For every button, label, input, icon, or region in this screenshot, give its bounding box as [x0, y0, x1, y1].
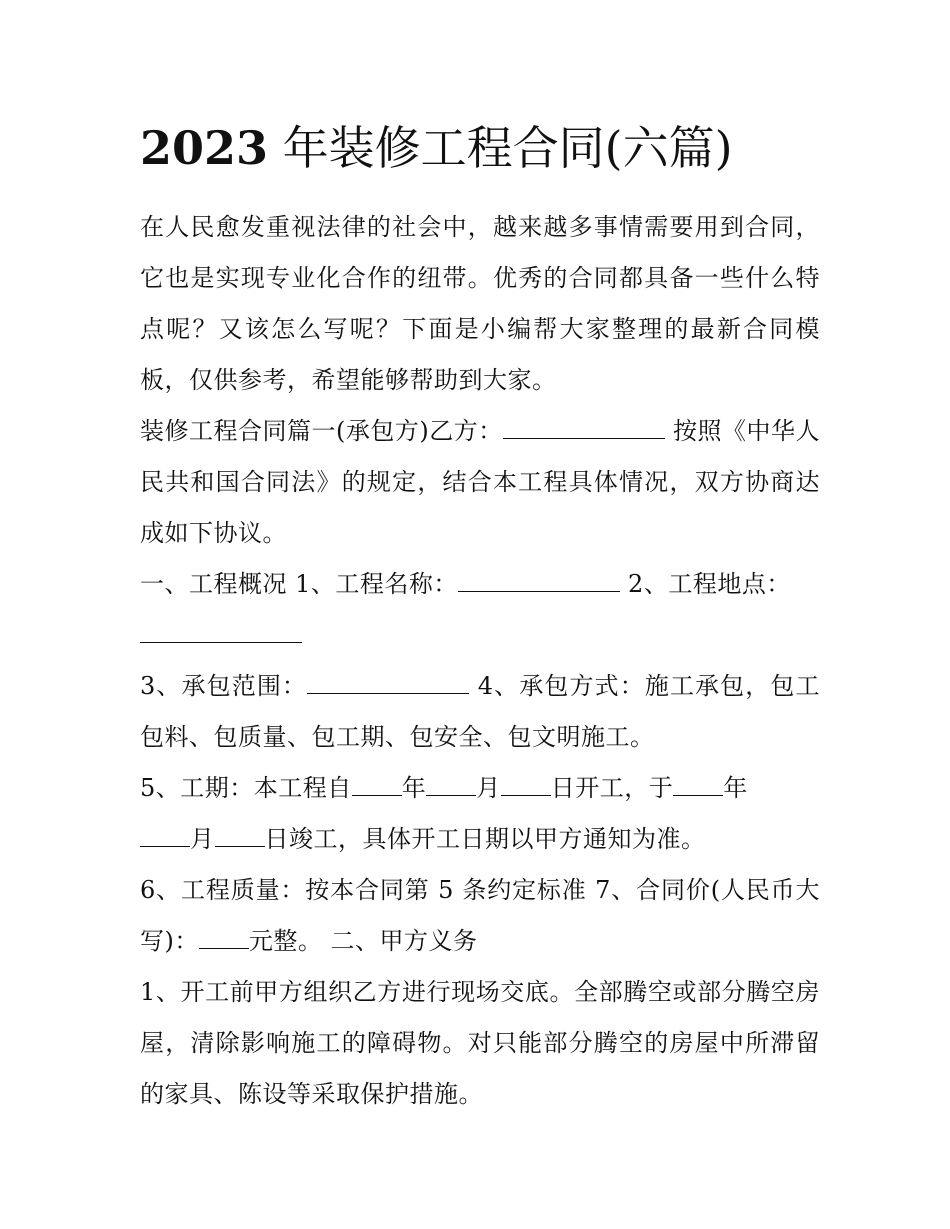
- document-page: [140, 118, 820, 1120]
- schedule-label: 5、工期：本工程自: [140, 774, 352, 802]
- project-overview-paragraph: [140, 559, 820, 661]
- contractor-label: 装修工程合同篇一(承包方)乙方：: [140, 417, 503, 445]
- contractor-paragraph: [140, 406, 820, 559]
- project-location-blank: [140, 620, 302, 643]
- end-year-unit: 年: [723, 774, 748, 802]
- contractor-text: 按照《中华人民共和国合同法》的规定，结合本工程具体情况，双方协商达成如下协议。: [140, 417, 820, 547]
- title-year: 2023: [140, 121, 269, 175]
- title-text: 年装修工程合同(六篇): [282, 121, 733, 175]
- start-day-text: 日开工，于: [550, 774, 674, 802]
- start-month-blank: [426, 773, 476, 796]
- start-year-unit: 年: [401, 774, 427, 802]
- party-a-duty-paragraph: 1、开工前甲方组织乙方进行现场交底。全部腾空或部分腾空房屋，清除影响施工的障碍物。对只能部分腾空的房屋中所滞留的家具、陈设等采取保护措施。: [140, 978, 820, 1108]
- scope-label: 3、承包范围：: [140, 672, 308, 700]
- price-blank: [199, 926, 249, 949]
- start-day-blank: [501, 773, 551, 796]
- start-year-blank: [352, 773, 402, 796]
- contractor-blank: [503, 416, 665, 439]
- schedule-paragraph: [140, 763, 820, 865]
- document-title: [140, 118, 820, 178]
- project-location-label: 2、工程地点：: [628, 570, 791, 598]
- quality-price-label: 6、工程质量：按本合同第 5 条约定标准 7、合同价(人民币大写)：: [140, 876, 820, 955]
- project-name-label: 一、工程概况 1、工程名称：: [140, 570, 458, 598]
- end-day-text: 日竣工，具体开工日期以甲方通知为准。: [264, 825, 706, 853]
- project-name-blank: [458, 569, 620, 592]
- start-month-unit: 月: [476, 774, 501, 802]
- end-month-unit: 月: [190, 825, 215, 853]
- end-day-blank: [215, 824, 265, 847]
- price-suffix-text: 元整。 二、甲方义务: [248, 927, 478, 955]
- scope-paragraph: [140, 661, 820, 763]
- scope-blank: [307, 671, 469, 694]
- contract-method-text: 4、承包方式：施工承包，包工包料、包质量、包工期、包安全、包文明施工。: [140, 672, 820, 751]
- intro-paragraph: 在人民愈发重视法律的社会中，越来越多事情需要用到合同，它也是实现专业化合作的纽带。优秀的合同都具备一些什么特点呢？又该怎么写呢？下面是小编帮大家整理的最新合同模板，仅供参考，希望能够帮助到大家。: [140, 213, 820, 394]
- end-year-blank: [673, 773, 723, 796]
- end-month-blank: [140, 824, 190, 847]
- quality-price-paragraph: [140, 865, 820, 967]
